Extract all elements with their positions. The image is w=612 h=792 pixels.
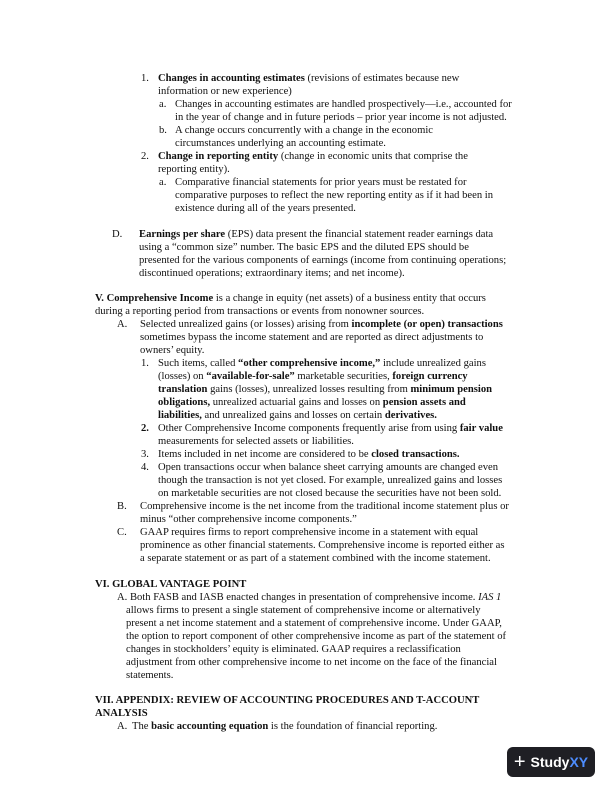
line-text <box>158 371 468 382</box>
doc-line <box>95 305 424 318</box>
doc-line <box>117 591 501 604</box>
line-text <box>158 410 437 421</box>
text-run: sometimes bypass the income statement and are reported as direct adjustments to <box>140 332 484 343</box>
list-marker: 1. <box>141 358 149 369</box>
list-marker: 4. <box>141 462 149 473</box>
text-run: discontinued operations; extraordinary items; and net income). <box>139 268 405 279</box>
text-run: owners’ equity. <box>140 345 205 356</box>
doc-line <box>158 163 230 176</box>
text-run: in the year of change and in future periods – prior year income is not adjusted. <box>175 112 507 123</box>
doc-line <box>139 241 469 254</box>
doc-line <box>158 487 501 500</box>
line-text <box>140 332 483 343</box>
list-marker: A. <box>117 319 128 330</box>
line-text <box>140 501 509 512</box>
text-run: changes in stockholders’ equity is eliminated. GAAP requires a reclassification <box>126 644 461 655</box>
doc-line <box>158 396 466 409</box>
list-marker: b. <box>159 125 167 136</box>
text-run: is a change in equity (net assets) of a business entity that occurs <box>213 293 486 304</box>
line-text <box>158 397 466 408</box>
line-text <box>117 592 501 603</box>
line-text <box>158 73 459 84</box>
line-text <box>95 579 246 590</box>
doc-line <box>95 292 486 305</box>
doc-line <box>141 150 468 163</box>
text-run: obligations, <box>158 397 211 408</box>
text-run: Changes in accounting estimates <box>158 73 305 84</box>
text-run: (revisions of estimates because new <box>304 73 460 84</box>
doc-line <box>175 111 507 124</box>
line-text <box>158 488 501 499</box>
line-text <box>95 306 424 317</box>
line-text <box>126 605 481 616</box>
text-run: Comparative financial statements for prior years must be restated for <box>175 177 467 188</box>
doc-line <box>126 604 481 617</box>
text-run: “other comprehensive income,” <box>238 358 381 369</box>
line-text <box>126 644 461 655</box>
doc-line <box>140 331 483 344</box>
line-text <box>95 293 486 304</box>
line-text <box>175 203 356 214</box>
text-run: VI. GLOBAL VANTAGE POINT <box>95 579 247 590</box>
doc-line <box>117 318 503 331</box>
doc-line <box>140 539 504 552</box>
studyxy-badge[interactable] <box>507 747 595 777</box>
text-run: liabilities, <box>158 410 202 421</box>
list-marker: D. <box>112 229 123 240</box>
doc-line <box>126 669 173 682</box>
line-text <box>139 242 469 253</box>
line-text <box>175 177 467 188</box>
text-run: Selected unrealized gains (or losses) arising from <box>140 319 352 330</box>
line-text <box>175 138 386 149</box>
doc-line <box>126 630 506 643</box>
doc-line <box>126 643 461 656</box>
line-text <box>126 657 497 668</box>
text-run: Comprehensive income is the net income from the traditional income statement plus or <box>140 501 509 512</box>
list-marker: 2. <box>141 423 149 434</box>
list-marker: A. <box>117 721 128 732</box>
text-run: pension assets and <box>382 397 466 408</box>
list-marker: 2. <box>141 151 149 162</box>
text-run: existence during all of the years presented. <box>175 203 356 214</box>
doc-line <box>175 189 493 202</box>
line-text <box>95 695 479 706</box>
line-text <box>175 190 493 201</box>
line-text <box>139 255 506 266</box>
doc-line <box>141 357 486 370</box>
doc-line <box>139 254 506 267</box>
doc-line <box>140 552 491 565</box>
text-run: comparative purposes to reflect the new reporting entity as if it had been in <box>175 190 493 201</box>
text-run: VII. APPENDIX: REVIEW OF ACCOUNTING PROCEDURES AND T-ACCOUNT <box>95 695 480 706</box>
doc-line <box>159 98 512 111</box>
line-text <box>140 345 204 356</box>
line-text <box>175 99 512 110</box>
plus-icon: + <box>513 751 526 773</box>
text-run: marketable securities, <box>294 371 393 382</box>
text-run: adjustment from other comprehensive income to net income on the face of the financial <box>126 657 497 668</box>
text-run: is the foundation of financial reporting. <box>268 721 438 732</box>
text-run: reporting entity). <box>158 164 230 175</box>
text-run: information or new experience) <box>158 86 292 97</box>
text-run: (losses) on <box>158 371 207 382</box>
text-run: minus “other comprehensive income components.” <box>140 514 357 525</box>
list-marker: 1. <box>141 73 149 84</box>
line-text <box>132 721 437 732</box>
brand-suffix: XY <box>569 754 589 770</box>
text-run: IAS 1 <box>478 592 502 603</box>
list-marker: a. <box>159 177 167 188</box>
text-run: fair value <box>459 423 503 434</box>
list-marker: 3. <box>141 449 149 460</box>
text-run: minimum pension <box>410 384 493 395</box>
line-text <box>158 384 492 395</box>
doc-line <box>159 124 433 137</box>
text-run: unrealized actuarial gains and losses on <box>210 397 383 408</box>
text-run: during a reporting period from transactions or events from nonowner sources. <box>95 306 425 317</box>
line-text <box>158 358 486 369</box>
text-run: Changes in accounting estimates are handled prospectively—i.e., accounted for <box>175 99 512 110</box>
text-run: include unrealized gains <box>380 358 486 369</box>
doc-line <box>139 267 405 280</box>
doc-line <box>126 656 497 669</box>
text-run: on marketable securities are not closed because the securities have not been sold. <box>158 488 502 499</box>
line-text <box>158 151 468 162</box>
text-run: incomplete (or open) transactions <box>351 319 503 330</box>
list-marker: B. <box>117 501 127 512</box>
text-run: and unrealized gains and losses on certain <box>201 410 385 421</box>
list-marker: a. <box>159 99 167 110</box>
text-run: allows firms to present a single statement of comprehensive income or alternatively <box>126 605 481 616</box>
line-text <box>139 268 405 279</box>
line-text <box>158 462 498 473</box>
text-run: GAAP requires firms to report comprehensive income in a statement with equal <box>140 527 479 538</box>
line-text <box>126 670 173 681</box>
doc-line <box>141 422 503 435</box>
line-text <box>175 112 507 123</box>
doc-line <box>158 85 292 98</box>
text-run: gains (losses), unrealized losses resulting from <box>207 384 411 395</box>
doc-line <box>112 228 493 241</box>
doc-line <box>158 435 354 448</box>
text-run: closed transactions. <box>371 449 460 460</box>
line-text <box>158 423 503 434</box>
text-run: foreign currency <box>392 371 468 382</box>
text-run: Open transactions occur when balance sheet carrying amounts are changed even <box>158 462 499 473</box>
line-text <box>158 164 230 175</box>
text-run: Items included in net income are considered to be <box>158 449 372 460</box>
text-run: prominence as other financial statements. Comprehensive income is reported either as <box>140 540 505 551</box>
line-text <box>139 229 493 240</box>
doc-line <box>158 409 437 422</box>
text-run: statements. <box>126 670 174 681</box>
line-text <box>158 436 354 447</box>
text-run: V. Comprehensive Income <box>95 293 214 304</box>
doc-line <box>141 448 460 461</box>
line-text <box>158 475 502 486</box>
text-run: The <box>132 721 152 732</box>
doc-line <box>117 500 509 513</box>
text-run: basic accounting equation <box>151 721 269 732</box>
text-run: “available-for-sale” <box>206 371 295 382</box>
doc-line <box>141 461 498 474</box>
text-run: circumstances underlying an accounting estimate. <box>175 138 386 149</box>
line-text <box>95 708 148 719</box>
text-run: A. Both FASB and IASB enacted changes in presentation of comprehensive income. <box>117 592 479 603</box>
line-text <box>140 319 503 330</box>
line-text <box>140 527 478 538</box>
doc-line <box>95 694 479 707</box>
doc-line <box>158 370 468 383</box>
text-run: derivatives. <box>384 410 437 421</box>
text-run: using a “common size” number. The basic EPS and the diluted EPS should be <box>139 242 469 253</box>
text-run: present a net income statement and a statement of comprehensive income. Under GAAP, <box>126 618 502 629</box>
doc-line <box>159 176 467 189</box>
text-run: ANALYSIS <box>95 708 148 719</box>
text-run: a separate statement or as part of a statement combined with the income statement. <box>140 553 491 564</box>
text-run: Earnings per share <box>139 229 226 240</box>
doc-line <box>175 202 356 215</box>
line-text <box>126 631 506 642</box>
text-run: Change in reporting entity <box>158 151 279 162</box>
text-run: (change in economic units that comprise the <box>278 151 468 162</box>
line-text <box>140 553 491 564</box>
text-run: (EPS) data present the financial statement reader earnings data <box>225 229 494 240</box>
line-text <box>126 618 502 629</box>
doc-line <box>141 72 459 85</box>
line-text <box>158 86 292 97</box>
text-run: measurements for selected assets or liabilities. <box>158 436 354 447</box>
doc-line <box>95 707 148 720</box>
line-text <box>140 514 357 525</box>
doc-line <box>117 720 437 733</box>
doc-line <box>126 617 502 630</box>
list-marker: C. <box>117 527 127 538</box>
doc-line <box>158 383 492 396</box>
doc-line <box>140 344 204 357</box>
line-text <box>140 540 504 551</box>
text-run: Other Comprehensive Income components frequently arise from using <box>158 423 460 434</box>
text-run: Such items, called <box>158 358 239 369</box>
text-run: the option to report component of other comprehensive income as part of the statement of <box>126 631 507 642</box>
line-text <box>175 125 433 136</box>
text-run: though the transaction is not yet closed. For example, unrealized gains and losses <box>158 475 503 486</box>
text-run: A change occurs concurrently with a change in the economic <box>175 125 433 136</box>
text-run: translation <box>158 384 208 395</box>
text-run: presented for the various components of earnings (income from continuing operations; <box>139 255 507 266</box>
doc-line <box>140 513 357 526</box>
doc-line <box>95 578 246 591</box>
doc-line <box>175 137 386 150</box>
doc-line <box>117 526 478 539</box>
line-text <box>158 449 460 460</box>
brand-prefix: Study <box>530 754 570 770</box>
doc-line <box>158 474 502 487</box>
